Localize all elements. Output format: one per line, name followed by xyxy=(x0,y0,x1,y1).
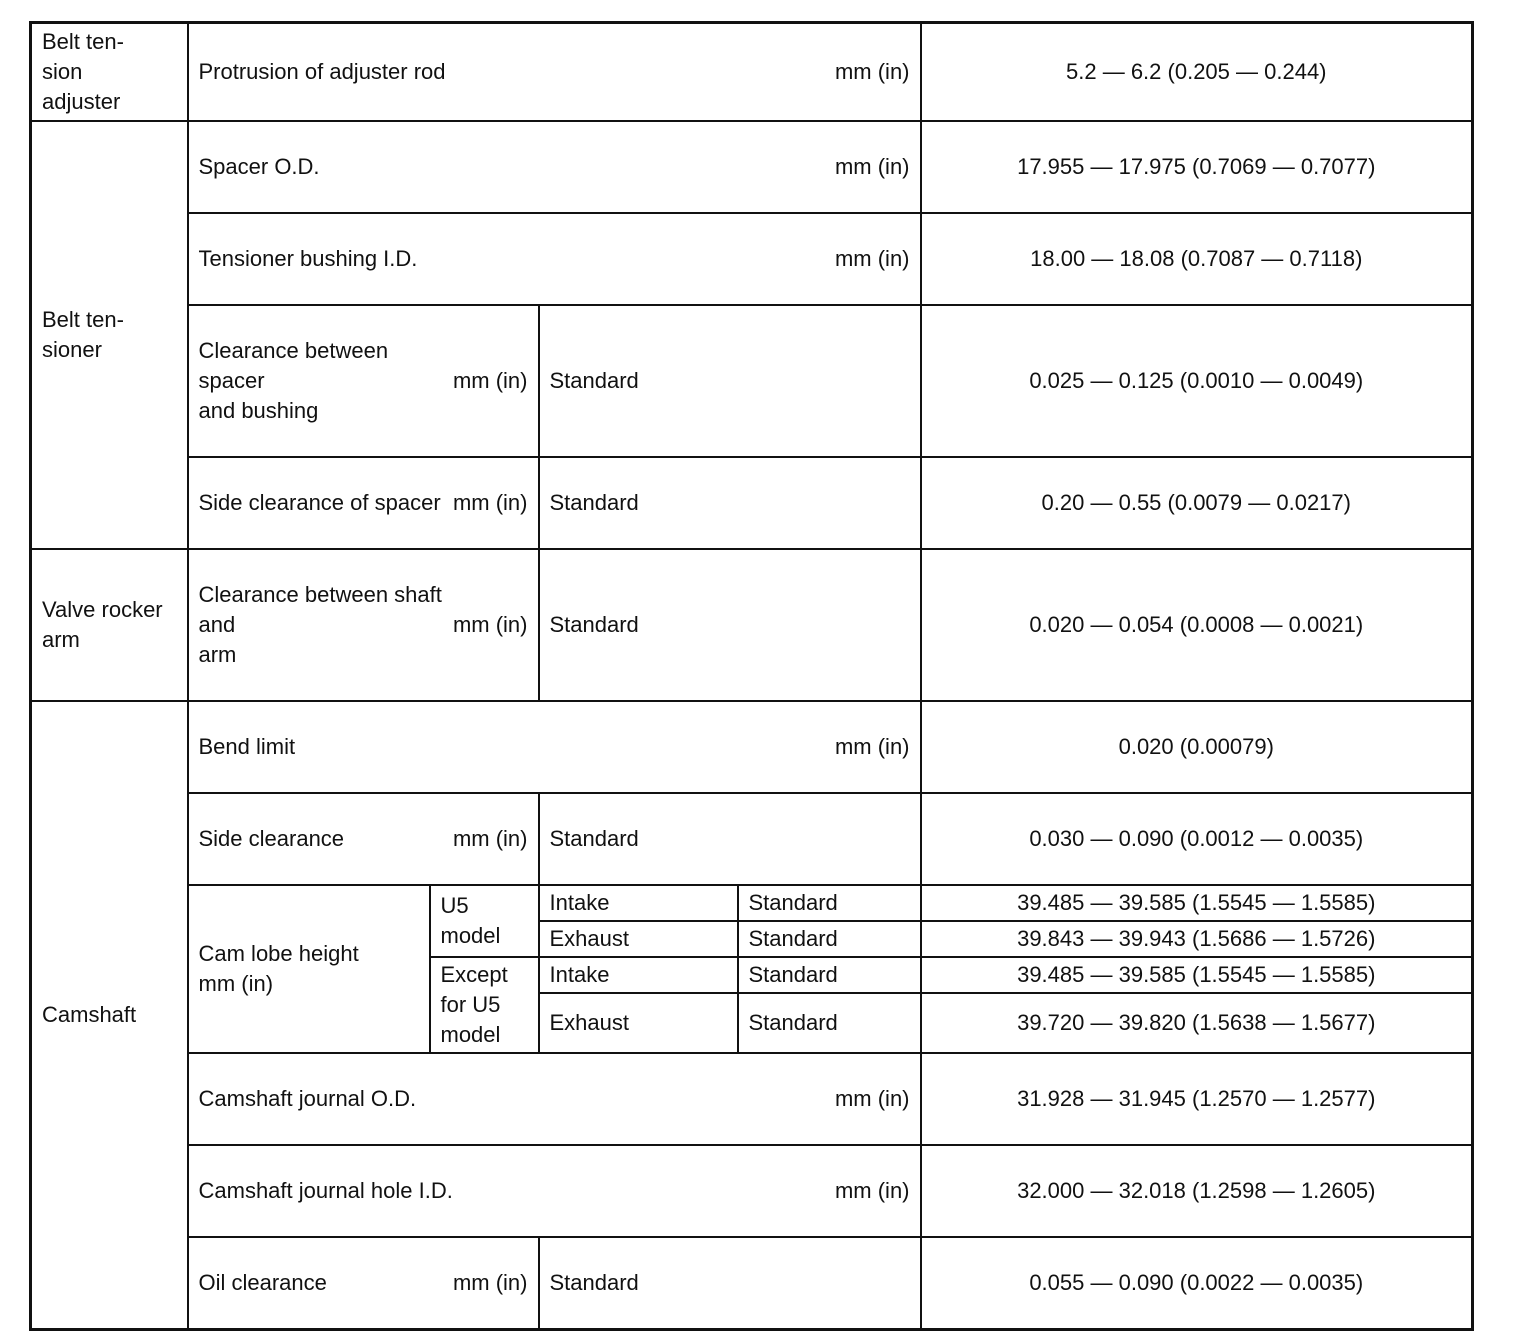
spec-cell xyxy=(188,1145,921,1237)
unit-label: mm (in) xyxy=(452,611,528,637)
spec-cell xyxy=(188,1237,539,1330)
spec-value: 31.928 — 31.945 (1.2570 — 1.2577) xyxy=(921,1053,1473,1145)
group-camshaft: Camshaft xyxy=(31,701,188,1330)
spec-label: Side clearance of spacer xyxy=(198,489,441,515)
standard-label: Standard xyxy=(539,305,921,457)
spec-value: 0.020 (0.00079) xyxy=(921,701,1473,793)
table-row xyxy=(31,793,1473,885)
spec-cell xyxy=(188,701,921,793)
intake-label: Intake xyxy=(539,885,738,921)
spec-value: 5.2 — 6.2 (0.205 — 0.244) xyxy=(921,23,1473,121)
group-belt-tensioner: Belt ten- sioner xyxy=(31,121,188,549)
table-row xyxy=(31,457,1473,549)
table-row xyxy=(31,213,1473,305)
intake-label: Intake xyxy=(539,957,738,993)
spec-cell xyxy=(188,23,921,121)
table-row xyxy=(31,549,1473,701)
table-row xyxy=(31,701,1473,793)
spec-label: Oil clearance xyxy=(198,1269,327,1295)
standard-label: Standard xyxy=(738,993,921,1053)
spec-value: 39.720 — 39.820 (1.5638 — 1.5677) xyxy=(921,993,1473,1053)
exhaust-label: Exhaust xyxy=(539,921,738,957)
spec-label: Tensioner bushing I.D. xyxy=(198,245,418,271)
spec-label: Protrusion of adjuster rod xyxy=(198,58,446,84)
spec-label: Spacer O.D. xyxy=(198,153,320,179)
cam-lobe-height-label: Cam lobe height mm (in) xyxy=(188,885,430,1053)
table-row xyxy=(31,1237,1473,1330)
spec-label: Bend limit xyxy=(198,733,296,759)
standard-label: Standard xyxy=(539,457,921,549)
spec-cell xyxy=(188,213,921,305)
spec-value: 17.955 — 17.975 (0.7069 — 0.7077) xyxy=(921,121,1473,213)
standard-label: Standard xyxy=(738,921,921,957)
table-row xyxy=(31,121,1473,213)
table-row xyxy=(31,1053,1473,1145)
spec-value: 0.20 — 0.55 (0.0079 — 0.0217) xyxy=(921,457,1473,549)
unit-label: mm (in) xyxy=(834,1177,910,1203)
unit-label: mm (in) xyxy=(452,825,528,851)
spec-value: 32.000 — 32.018 (1.2598 — 1.2605) xyxy=(921,1145,1473,1237)
spec-value: 0.020 — 0.054 (0.0008 — 0.0021) xyxy=(921,549,1473,701)
spec-label: Clearance between spacer and bushing xyxy=(198,337,389,423)
spec-value: 0.055 — 0.090 (0.0022 — 0.0035) xyxy=(921,1237,1473,1330)
unit-label: mm (in) xyxy=(452,367,528,393)
table-row xyxy=(31,1145,1473,1237)
u5-model-label: U5 model xyxy=(430,885,539,957)
group-valve-rocker-arm: Valve rocker arm xyxy=(31,549,188,701)
spec-label: Camshaft journal hole I.D. xyxy=(198,1177,453,1203)
table-row xyxy=(31,305,1473,457)
service-spec-table xyxy=(29,21,1474,1331)
spec-value: 39.485 — 39.585 (1.5545 — 1.5585) xyxy=(921,957,1473,993)
standard-label: Standard xyxy=(738,885,921,921)
spec-value: 39.485 — 39.585 (1.5545 — 1.5585) xyxy=(921,885,1473,921)
spec-cell xyxy=(188,305,539,457)
spec-label: Camshaft journal O.D. xyxy=(198,1085,417,1111)
exhaust-label: Exhaust xyxy=(539,993,738,1053)
standard-label: Standard xyxy=(539,793,921,885)
except-u5-model-label: Except for U5 model xyxy=(430,957,539,1053)
unit-label: mm (in) xyxy=(834,733,910,759)
spec-value: 0.030 — 0.090 (0.0012 — 0.0035) xyxy=(921,793,1473,885)
spec-cell xyxy=(188,1053,921,1145)
spec-value: 0.025 — 0.125 (0.0010 — 0.0049) xyxy=(921,305,1473,457)
unit-label: mm (in) xyxy=(834,1085,910,1111)
spec-cell xyxy=(188,549,539,701)
spec-label: Clearance between shaft and arm xyxy=(198,581,442,667)
standard-label: Standard xyxy=(738,957,921,993)
unit-label: mm (in) xyxy=(834,153,910,179)
table-row xyxy=(31,885,1473,921)
unit-label: mm (in) xyxy=(452,489,528,515)
standard-label: Standard xyxy=(539,549,921,701)
spec-label: Side clearance xyxy=(198,825,345,851)
standard-label: Standard xyxy=(539,1237,921,1330)
spec-value: 39.843 — 39.943 (1.5686 — 1.5726) xyxy=(921,921,1473,957)
unit-label: mm (in) xyxy=(834,58,910,84)
table-row xyxy=(31,23,1473,121)
group-belt-tension-adjuster: Belt ten- sion adjuster xyxy=(31,23,188,121)
unit-label: mm (in) xyxy=(834,245,910,271)
spec-cell xyxy=(188,121,921,213)
spec-cell xyxy=(188,457,539,549)
spec-value: 18.00 — 18.08 (0.7087 — 0.7118) xyxy=(921,213,1473,305)
unit-label: mm (in) xyxy=(452,1269,528,1295)
spec-cell xyxy=(188,793,539,885)
